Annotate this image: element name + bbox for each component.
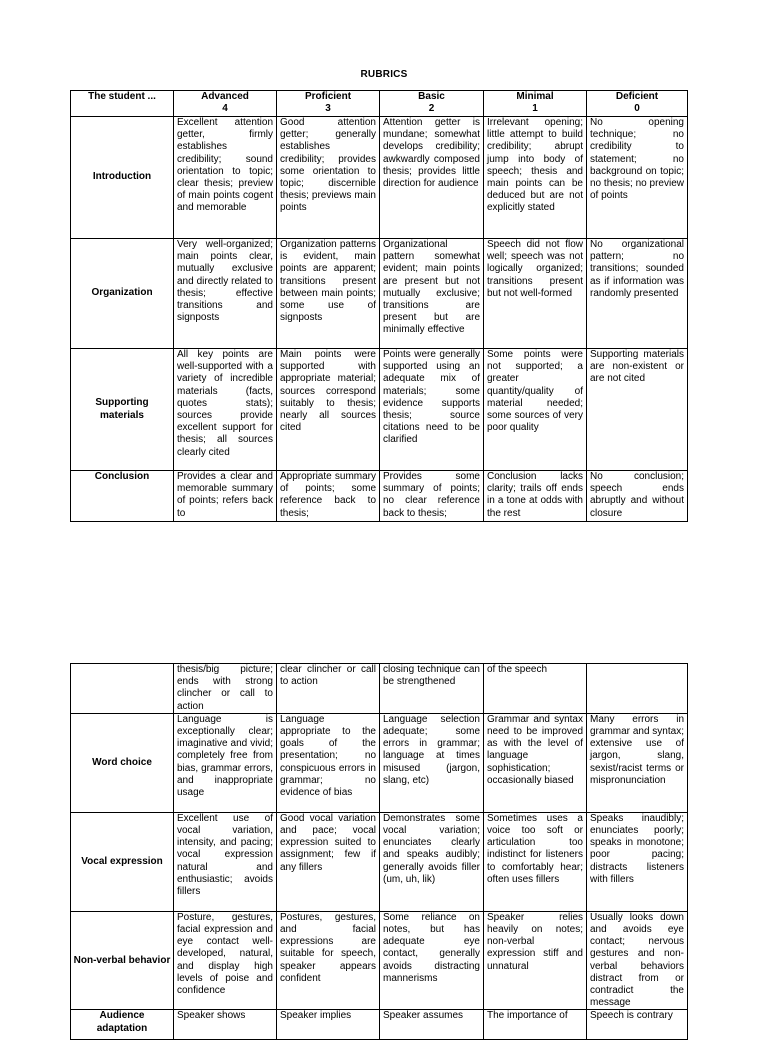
table-row — [71, 812, 688, 911]
table-row — [71, 713, 688, 812]
criterion-introduction: Introduction — [71, 117, 174, 239]
level-name: Basic — [418, 91, 445, 102]
cell-minimal: Irrelevant opening; little attempt to build credibility; abrupt jump into body of speech; thesis and main points can be deduced but are not explicitly stated — [484, 117, 587, 239]
cell-proficient: Organization patterns is evident, main points are apparent; transitions present between main points; some use of signposts — [277, 239, 380, 349]
cell-basic: Speaker assumes — [380, 1010, 484, 1040]
header-criterion: The student ... — [71, 91, 174, 117]
table-row — [71, 117, 688, 239]
cell-deficient: No organizational pattern; no transitions; sounded as if information was randomly presented — [587, 239, 688, 349]
table-row — [71, 911, 688, 1010]
cell-basic — [380, 471, 484, 522]
cell-proficient: clear clincher or call to action — [277, 664, 380, 714]
level-score: 4 — [222, 102, 228, 114]
cell-text: Conclusion lacks clarity; trails off ends in a tone at odds with the rest — [487, 471, 583, 519]
cell-minimal: Sometimes uses a voice too soft or articulation too indistinct for listeners to comfortably hear; often uses fillers — [484, 812, 587, 911]
level-name: Proficient — [304, 91, 352, 102]
rubric-table-page2 — [70, 663, 688, 1040]
cell-basic: closing technique can be strengthened — [380, 664, 484, 714]
header-level-advanced — [174, 91, 277, 117]
cell-text: No conclusion; speech ends abruptly and without closure — [590, 471, 684, 519]
cell-deficient: Supporting materials are non-existent or are not cited — [587, 349, 688, 471]
cell-advanced: Excellent attention getter, firmly establishes credibility; sound orientation to topic; clear thesis; preview of main points cogent and memorable — [174, 117, 277, 239]
criterion-continued — [71, 664, 174, 714]
cell-proficient: Main points were supported with appropriate material; sources correspond suitably to thesis; nearly all sources cited — [277, 349, 380, 471]
cell-minimal: The importance of — [484, 1010, 587, 1040]
cell-proficient: Postures, gestures, and facial expressions are suitable for speech, speaker appears confident — [277, 911, 380, 1010]
cell-deficient: No opening technique; no credibility to statement; no background on topic; no thesis; no preview of points — [587, 117, 688, 239]
cell-minimal: Some points were not supported; a greater quantity/quality of material needed; some sources of very poor quality — [484, 349, 587, 471]
table-row — [71, 239, 688, 349]
cell-deficient — [587, 664, 688, 714]
cell-minimal: Speaker relies heavily on notes; non-verbal expression stiff and unnatural — [484, 911, 587, 1010]
rubric-table-page1 — [70, 90, 688, 522]
criterion-non-verbal-behavior: Non-verbal behavior — [71, 911, 174, 1010]
cell-advanced: Speaker shows — [174, 1010, 277, 1040]
cell-advanced: thesis/big picture; ends with strong clincher or call to action — [174, 664, 277, 714]
criterion-conclusion: Conclusion — [71, 471, 174, 522]
level-name: Advanced — [201, 91, 249, 102]
cell-text: Provides a clear and memorable summary of points; refers back to — [177, 471, 273, 519]
cell-text: Provides some summary of points; no clear reference back to thesis; — [383, 471, 480, 519]
cell-proficient: Speaker implies — [277, 1010, 380, 1040]
cell-proficient: Good vocal variation and pace; vocal expression suited to assignment; few if any fillers — [277, 812, 380, 911]
cell-basic: Language selection adequate; some errors in grammar; language at times misused (jargon, slang, etc) — [380, 713, 484, 812]
header-level-proficient — [277, 91, 380, 117]
cell-minimal: of the speech — [484, 664, 587, 714]
cell-deficient: Speaks inaudibly; enunciates poorly; speaks in monotone; poor pacing; distracts listeners with fillers — [587, 812, 688, 911]
cell-basic: Organizational pattern somewhat evident; main points are present but not mutually exclusive; transitions are present but are minimally effective — [380, 239, 484, 349]
level-name: Minimal — [516, 91, 554, 102]
level-name: Deficient — [615, 91, 659, 102]
criterion-vocal-expression: Vocal expression — [71, 812, 174, 911]
cell-text: Appropriate summary of points; some reference back to thesis; — [280, 471, 376, 519]
cell-proficient: Language appropriate to the goals of the presentation; no conspicuous errors in grammar; no evidence of bias — [277, 713, 380, 812]
criterion-audience-adaptation: Audience adaptation — [71, 1010, 174, 1040]
table-row — [71, 471, 688, 522]
criterion-supporting-materials: Supporting materials — [71, 349, 174, 471]
cell-deficient: Speech is contrary — [587, 1010, 688, 1040]
cell-advanced: Very well-organized; main points clear, mutually exclusive and directly related to thesis; effective transitions and signposts — [174, 239, 277, 349]
cell-minimal: Speech did not flow well; speech was not logically organized; transitions present but not well-formed — [484, 239, 587, 349]
cell-advanced: Language is exceptionally clear; imaginative and vivid; completely free from bias, grammar errors, and inappropriate usage — [174, 713, 277, 812]
cell-deficient: Usually looks down and avoids eye contact; nervous gestures and non-verbal behaviors distract from or contradict the message — [587, 911, 688, 1010]
table-row — [71, 664, 688, 714]
header-level-minimal — [484, 91, 587, 117]
header-row — [71, 91, 688, 117]
cell-advanced: All key points are well-supported with a variety of incredible materials (facts, quotes stats); sources provide excellent support for thesis; all sources clearly cited — [174, 349, 277, 471]
table-row — [71, 349, 688, 471]
cell-minimal — [484, 471, 587, 522]
cell-advanced: Posture, gestures, facial expression and eye contact well-developed, natural, and display high levels of poise and confidence — [174, 911, 277, 1010]
cell-proficient: Good attention getter; generally establishes credibility; provides some orientation to topic; discernible thesis; previews main points — [277, 117, 380, 239]
cell-basic: Demonstrates some vocal variation; enunciates clearly and speaks audibly; generally avoids filler (um, uh, lik) — [380, 812, 484, 911]
level-score: 3 — [325, 102, 331, 114]
header-level-basic — [380, 91, 484, 117]
cell-basic: Points were generally supported using an adequate mix of materials; some evidence supports thesis; source citations need to be clarified — [380, 349, 484, 471]
cell-basic: Attention getter is mundane; somewhat develops credibility; awkwardly composed thesis; provides little direction for audience — [380, 117, 484, 239]
criterion-organization: Organization — [71, 239, 174, 349]
cell-deficient — [587, 471, 688, 522]
cell-advanced — [174, 471, 277, 522]
page-title: RUBRICS — [360, 69, 408, 80]
table-row — [71, 1010, 688, 1040]
level-score: 2 — [428, 102, 435, 114]
cell-basic: Some reliance on notes, but has adequate eye contact, generally avoids distracting mannerisms — [380, 911, 484, 1010]
cell-proficient — [277, 471, 380, 522]
level-score: 0 — [634, 102, 640, 114]
cell-minimal: Grammar and syntax need to be improved as with the level of language sophistication; occasionally biased — [484, 713, 587, 812]
level-score: 1 — [532, 102, 538, 114]
cell-advanced: Excellent use of vocal variation, intensity, and pacing; vocal expression natural and enthusiastic; avoids fillers — [174, 812, 277, 911]
criterion-word-choice: Word choice — [71, 713, 174, 812]
cell-deficient: Many errors in grammar and syntax; extensive use of jargon, slang, sexist/racist terms or mispronunciation — [587, 713, 688, 812]
header-level-deficient — [587, 91, 688, 117]
